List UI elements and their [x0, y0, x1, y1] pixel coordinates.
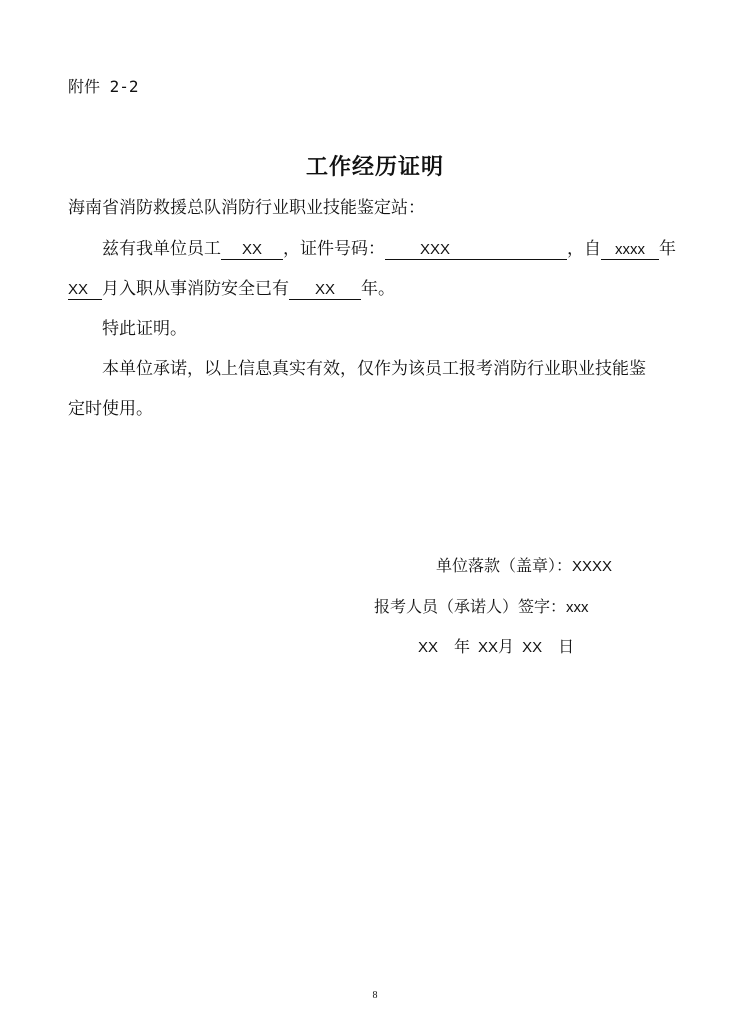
page-number: 8 — [372, 990, 378, 1001]
paragraph-1-line-1 — [102, 234, 676, 260]
id-number-field — [385, 241, 567, 260]
date-month: XX — [478, 639, 499, 656]
employee-name-field: XX — [221, 241, 283, 260]
date-year-unit: 年 — [454, 637, 471, 656]
p2-end: 年。 — [361, 279, 395, 299]
p1-id-label: ，证件号码： — [283, 239, 385, 259]
commitment-line-2: 定时使用。 — [68, 399, 153, 419]
applicant-value: xxx — [566, 599, 589, 616]
paragraph-1-line-2 — [68, 274, 395, 300]
date-month-unit: 月 — [498, 637, 515, 656]
p1-from: ，自 — [567, 239, 601, 259]
start-month-field: XX — [68, 281, 102, 300]
start-year-field: xxxx — [601, 241, 659, 260]
date-day: XX — [522, 639, 543, 656]
p1-prefix: 兹有我单位员工 — [102, 239, 221, 259]
unit-signature-line — [436, 553, 612, 576]
years-count-field: XX — [289, 281, 361, 300]
unit-label: 单位落款（盖章）： — [436, 556, 573, 575]
date-year: XX — [418, 639, 439, 656]
unit-value: XXXX — [572, 558, 613, 575]
commitment-line-1: 本单位承诺，以上信息真实有效，仅作为该员工报考消防行业职业技能鉴 — [102, 359, 646, 379]
date-line — [418, 634, 574, 657]
applicant-signature-line — [374, 594, 589, 617]
document-title: 工作经历证明 — [305, 155, 444, 180]
id-number-value: XXX — [419, 241, 450, 258]
applicant-label: 报考人员（承诺人）签字： — [374, 597, 567, 616]
p1-year: 年 — [659, 239, 676, 259]
attachment-label: 附件 2-2 — [68, 77, 139, 96]
p2-mid: 月入职从事消防安全已有 — [102, 279, 289, 299]
paragraph-special-proof: 特此证明。 — [102, 319, 187, 339]
recipient-line: 海南省消防救援总队消防行业职业技能鉴定站： — [68, 198, 425, 218]
date-day-unit: 日 — [558, 637, 575, 656]
